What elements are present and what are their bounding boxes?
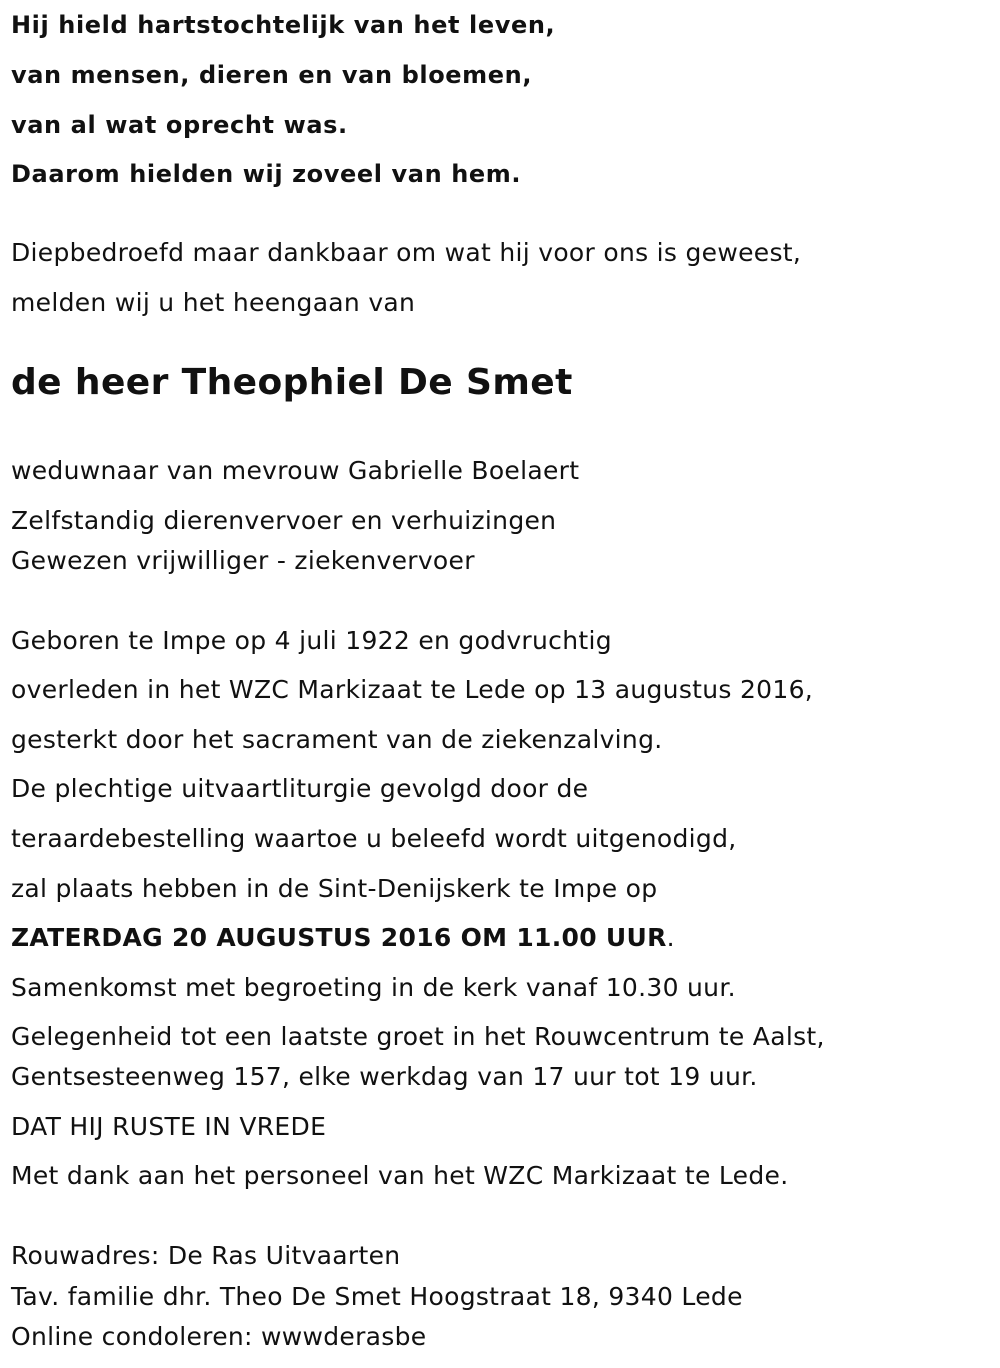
- contact-family: Tav. familie dhr. Theo De Smet Hoogstraat 18, 9340 Lede: [11, 1282, 743, 1311]
- details-line-1: Geboren te Impe op 4 juli 1922 en godvruchtig: [11, 626, 612, 655]
- intro-line-2: melden wij u het heengaan van: [11, 288, 416, 317]
- occupation-line-2: Gewezen vrijwilliger - ziekenvervoer: [11, 546, 475, 575]
- details-line-5: teraardebestelling waartoe u beleefd wordt uitgenodigd,: [11, 824, 737, 853]
- thanks-line: Met dank aan het personeel van het WZC Markizaat te Lede.: [11, 1161, 789, 1190]
- relation-line: weduwnaar van mevrouw Gabrielle Boelaert: [11, 456, 580, 485]
- contact-address: Rouwadres: De Ras Uitvaarten: [11, 1241, 401, 1270]
- details-line-2: overleden in het WZC Markizaat te Lede op 13 augustus 2016,: [11, 675, 814, 704]
- visitation-line-1: Gelegenheid tot een laatste groet in het Rouwcentrum te Aalst,: [11, 1022, 825, 1051]
- poem-line-1: Hij hield hartstochtelijk van het leven,: [11, 11, 556, 39]
- poem-line-4: Daarom hielden wij zoveel van hem.: [11, 160, 522, 188]
- contact-online: Online condoleren: wwwderasbe: [11, 1322, 427, 1351]
- deceased-name: de heer Theophiel De Smet: [11, 362, 573, 403]
- details-line-3: gesterkt door het sacrament van de ziekenzalving.: [11, 725, 663, 754]
- intro-line-1: Diepbedroefd maar dankbaar om wat hij voor ons is geweest,: [11, 238, 802, 267]
- funeral-date-line: [11, 922, 675, 954]
- funeral-date: ZATERDAG 20 AUGUSTUS 2016 OM 11.00 UUR: [11, 923, 667, 952]
- visitation-line-2: Gentsesteenweg 157, elke werkdag van 17 uur tot 19 uur.: [11, 1062, 758, 1091]
- poem-line-2: van mensen, dieren en van bloemen,: [11, 61, 533, 89]
- rest-in-peace: DAT HIJ RUSTE IN VREDE: [11, 1112, 327, 1141]
- poem-line-3: van al wat oprecht was.: [11, 111, 348, 139]
- gathering-line: Samenkomst met begroeting in de kerk vanaf 10.30 uur.: [11, 973, 736, 1002]
- occupation-line-1: Zelfstandig dierenvervoer en verhuizingen: [11, 506, 557, 535]
- funeral-date-period: .: [666, 923, 675, 952]
- details-line-4: De plechtige uitvaartliturgie gevolgd door de: [11, 774, 589, 803]
- details-line-6: zal plaats hebben in de Sint-Denijskerk te Impe op: [11, 874, 658, 903]
